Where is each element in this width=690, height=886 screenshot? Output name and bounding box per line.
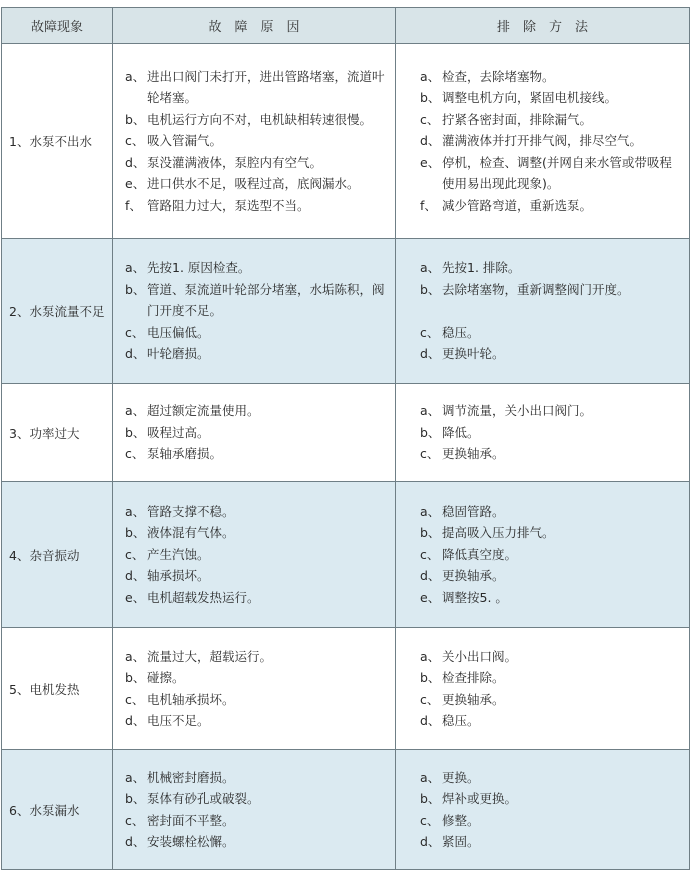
item-letter: c、 [420,111,440,127]
list-item [125,443,389,464]
table-row [2,628,690,750]
item-text: 液体混有气体。 [147,525,235,541]
table-row [2,239,690,384]
table-row [2,44,690,239]
list-item [125,257,389,278]
item-text: 稳固管路。 [442,503,505,519]
item-text: 紧固。 [442,833,480,849]
item-text: 更换。 [442,769,480,785]
item-text: 调整电机方向，紧固电机接线。 [442,90,618,106]
item-letter: b、 [420,281,441,297]
list-item [125,689,389,710]
item-text: 超过额定流量使用。 [147,403,260,419]
list-item [125,587,389,608]
item-letter: c、 [125,446,145,462]
item-letter: c、 [125,324,145,340]
list-item [125,152,389,173]
item-letter: b、 [420,424,441,440]
list-item [125,422,389,443]
item-text: 进口供水不足，吸程过高，底阀漏水。 [147,176,360,192]
item-letter: d、 [125,568,146,584]
item-letter: d、 [420,712,441,728]
list-item [420,544,683,565]
item-text: 叶轮磨损。 [147,346,210,362]
list-item [420,788,683,809]
item-text: 焊补或更换。 [442,791,518,807]
item-text: 拧紧各密封面，排除漏气。 [442,111,593,127]
cause-cell [113,44,396,239]
item-letter: d、 [125,154,146,170]
fix-cell [396,44,690,239]
item-letter: d、 [125,712,146,728]
item-text: 更换轴承。 [442,446,505,462]
item-letter: a、 [125,648,146,664]
list-item [420,689,683,710]
item-text: 关小出口阀。 [442,648,518,664]
item-letter: a、 [125,769,146,785]
list-item [420,130,683,151]
item-text: 吸程过高。 [147,424,210,440]
item-letter: d、 [125,346,146,362]
item-letter: b、 [420,791,441,807]
list-item [125,322,389,343]
item-letter: b、 [125,424,146,440]
list-item [125,400,389,421]
symptom-cell: 1、水泵不出水 [2,44,113,239]
symptom-cell: 3、功率过大 [2,384,113,482]
item-text: 管路支撑不稳。 [147,503,235,519]
item-text: 先按1. 排除。 [442,260,521,276]
item-text: 先按1. 原因检查。 [147,260,251,276]
item-text: 密封面不平整。 [147,812,235,828]
item-letter: a、 [420,503,441,519]
header-cause: 故 障 原 因 [113,8,396,44]
list-item [125,831,389,852]
item-text: 泵轴承磨损。 [147,446,223,462]
list-item [420,522,683,543]
item-text [442,300,683,321]
item-text: 泵体有砂孔或破裂。 [147,791,260,807]
item-letter: a、 [125,503,146,519]
item-text: 降低。 [442,424,480,440]
item-letter [420,300,442,321]
item-text: 更换轴承。 [442,568,505,584]
item-letter: c、 [125,691,145,707]
item-letter: c、 [420,691,440,707]
troubleshooting-table [1,7,690,870]
item-text: 电机超载发热运行。 [147,589,260,605]
list-item [125,544,389,565]
item-text: 机械密封磨损。 [147,769,235,785]
item-letter: a、 [420,260,441,276]
item-text: 降低真空度。 [442,546,518,562]
list-item [125,501,389,522]
item-text: 电压偏低。 [147,324,210,340]
header-fix: 排 除 方 法 [396,8,690,44]
item-text: 电机轴承损坏。 [147,691,235,707]
item-letter: d、 [420,133,441,149]
item-letter: c、 [420,812,440,828]
item-text: 流量过大，超载运行。 [147,648,273,664]
item-text: 电机运行方向不对，电机缺相转速很慢。 [147,111,373,127]
list-item [125,767,389,788]
symptom-cell: 2、水泵流量不足 [2,239,113,384]
item-letter: b、 [125,281,146,297]
list-item [420,343,683,364]
item-letter: a、 [420,69,441,85]
item-letter: c、 [420,446,440,462]
item-text: 稳压。 [442,324,480,340]
list-item [125,522,389,543]
item-letter: c、 [125,812,145,828]
item-letter: c、 [420,324,440,340]
item-letter: c、 [125,546,145,562]
list-item [420,257,683,278]
cause-cell [113,750,396,870]
table-row [2,750,690,870]
list-item [420,767,683,788]
list-item [420,443,683,464]
item-letter: b、 [125,111,146,127]
item-text: 修整。 [442,812,480,828]
item-text: 去除堵塞物，重新调整阀门开度。 [442,281,630,297]
list-item [420,710,683,731]
item-letter: d、 [420,568,441,584]
item-letter: a、 [125,69,146,85]
list-item [420,66,683,87]
list-item [420,87,683,108]
fix-cell [396,628,690,750]
item-text: 泵没灌满液体，泵腔内有空气。 [147,154,323,170]
list-item [420,109,683,130]
list-item [420,422,683,443]
header-symptom: 故障现象 [2,8,113,44]
header-row [2,8,690,44]
item-text: 调节流量，关小出口阀门。 [442,403,593,419]
item-text: 更换轴承。 [442,691,505,707]
fix-list [396,66,689,216]
item-text: 碰擦。 [147,670,185,686]
item-letter: d、 [420,346,441,362]
list-item [420,667,683,688]
fix-cell [396,482,690,628]
item-letter: a、 [125,403,146,419]
item-text: 灌满液体并打开排气阀，排尽空气。 [442,133,643,149]
fix-list [396,501,689,608]
list-item [125,279,389,322]
list-item [420,831,683,852]
item-text: 管路阻力过大，泵选型不当。 [147,197,310,213]
list-item [125,810,389,831]
cause-cell [113,628,396,750]
item-text: 更换叶轮。 [442,346,505,362]
item-text: 检查排除。 [442,670,505,686]
item-letter: b、 [125,791,146,807]
list-item [420,300,683,321]
item-text: 提高吸入压力排气。 [442,525,555,541]
list-item [420,587,683,608]
symptom-cell: 4、杂音振动 [2,482,113,628]
list-item [420,195,683,216]
item-letter: d、 [420,833,441,849]
list-item [125,710,389,731]
item-letter: a、 [125,260,146,276]
cause-list [113,66,395,216]
list-item [125,173,389,194]
list-item [125,646,389,667]
item-letter: f、 [420,197,437,213]
fix-cell [396,239,690,384]
item-text: 安装螺栓松懈。 [147,833,235,849]
item-text: 稳压。 [442,712,480,728]
list-item [420,322,683,343]
cause-list [113,646,395,732]
list-item [125,130,389,151]
item-text: 减少管路弯道，重新选泵。 [442,197,593,213]
list-item [125,565,389,586]
table-row [2,384,690,482]
item-text: 调整按5. 。 [442,589,508,605]
cause-list [113,257,395,364]
item-letter: b、 [125,670,146,686]
item-text: 进出口阀门未打开，进出管路堵塞，流道叶轮堵塞。 [147,69,385,106]
cause-list [113,501,395,608]
table-row [2,482,690,628]
item-letter: e、 [420,589,441,605]
list-item [125,109,389,130]
item-text: 吸入管漏气。 [147,133,223,149]
item-letter: d、 [125,833,146,849]
item-text: 停机，检查、调整(并网自来水管或带吸程使用易出现此现象)。 [442,154,672,192]
item-letter: c、 [420,546,440,562]
item-letter: b、 [420,90,441,106]
item-text: 检查，去除堵塞物。 [442,69,555,85]
fix-cell [396,750,690,870]
item-letter: e、 [125,176,146,192]
item-letter: a、 [420,403,441,419]
list-item [125,195,389,216]
item-letter: b、 [420,670,441,686]
list-item [420,810,683,831]
fix-list [396,767,689,853]
cause-list [113,400,395,464]
list-item [125,788,389,809]
item-letter: f、 [125,197,142,213]
list-item [420,646,683,667]
symptom-cell: 6、水泵漏水 [2,750,113,870]
list-item [420,152,683,195]
item-text: 轴承损坏。 [147,568,210,584]
item-letter: a、 [420,769,441,785]
list-item [420,400,683,421]
item-letter: e、 [125,589,146,605]
cause-cell [113,384,396,482]
item-text: 产生汽蚀。 [147,546,210,562]
symptom-cell: 5、电机发热 [2,628,113,750]
cause-list [113,767,395,853]
item-letter: b、 [420,525,441,541]
cause-cell [113,239,396,384]
fix-list [396,257,689,364]
fix-cell [396,384,690,482]
list-item [125,667,389,688]
item-text: 电压不足。 [147,712,210,728]
list-item [125,66,389,109]
list-item [420,565,683,586]
item-letter: c、 [125,133,145,149]
item-text: 管道、泵流道叶轮部分堵塞，水垢陈积，阀门开度不足。 [147,281,385,319]
fix-list [396,646,689,732]
fix-list [396,400,689,464]
list-item [125,343,389,364]
list-item [420,279,683,300]
item-letter: e、 [420,154,441,170]
cause-cell [113,482,396,628]
list-item [420,501,683,522]
item-letter: b、 [125,525,146,541]
item-letter: a、 [420,648,441,664]
